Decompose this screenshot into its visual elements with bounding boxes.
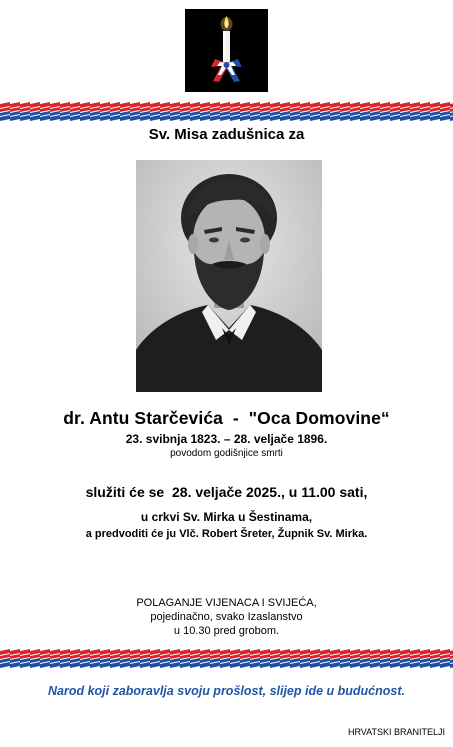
mass-celebrant: a predvoditi će ju Vlč. Robert Šreter, Župnik Sv. Mirka. — [85, 528, 368, 540]
mass-location: u crkvi Sv. Mirka u Šestinama, — [140, 510, 313, 524]
motto-text: Narod koji zaboravlja svoju prošlost, slijep ide u budućnost. — [47, 684, 405, 698]
page-title: Sv. Misa zadušnica za — [148, 126, 305, 143]
honoree-dates: 23. svibnja 1823. – 28. veljače 1896. — [125, 432, 328, 446]
mass-date-time: služiti će se 28. veljače 2025., u 11.00 sati, — [85, 484, 368, 500]
honoree-name: dr. Antu Starčevića - "Oca Domovine“ — [63, 408, 390, 428]
tricolor-braid-bottom — [0, 648, 453, 668]
ceremony-time: u 10.30 pred grobom. — [173, 625, 280, 637]
tricolor-braid-top — [0, 101, 453, 121]
portrait-photo — [136, 160, 322, 392]
candle-icon — [185, 9, 268, 92]
signature-text: HRVATSKI BRANITELJI — [347, 727, 445, 737]
ceremony-title: POLAGANJE VIJENACA I SVIJEĆA, — [136, 597, 317, 609]
occasion-text: povodom godišnjice smrti — [170, 448, 283, 459]
ceremony-detail: pojedinačno, svako Izaslanstvo — [150, 611, 303, 623]
